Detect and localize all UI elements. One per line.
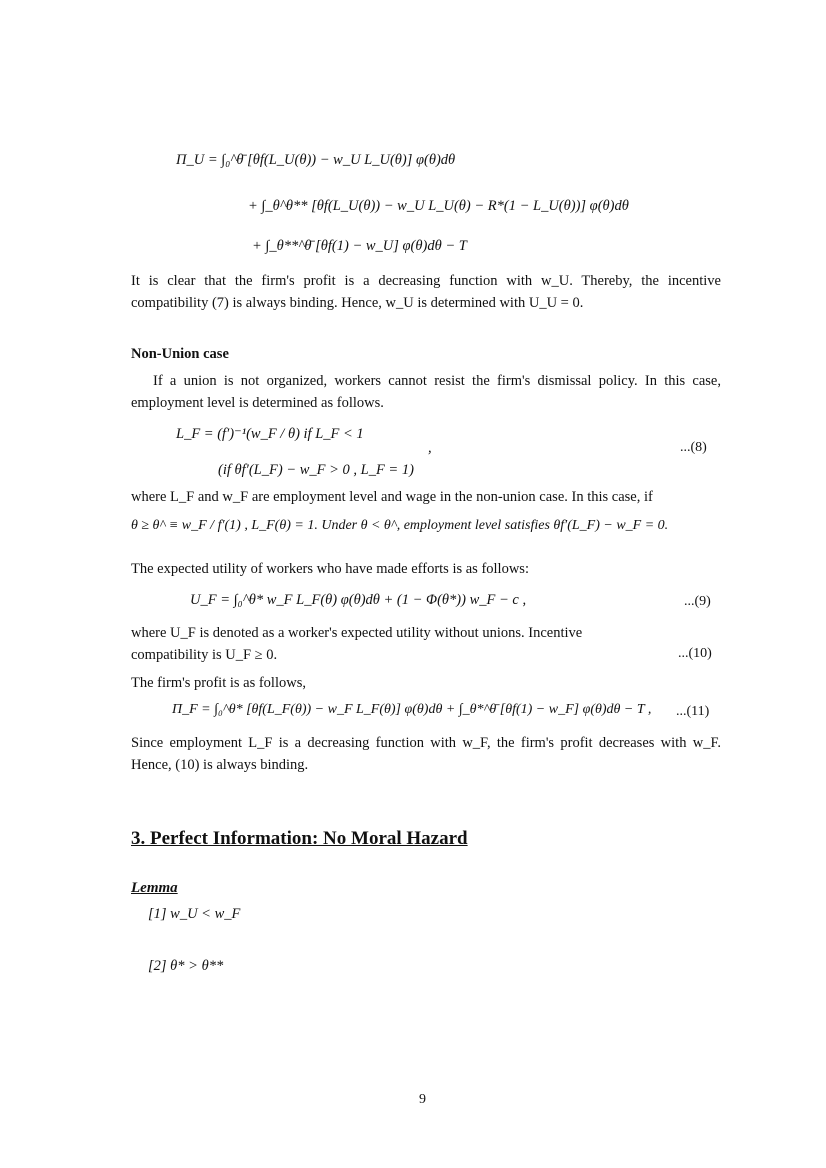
paragraph-text: It is clear that the firm's profit is a decreasing function with w_U. Thereby, the incentive compatibility (7) is always binding. Hence, w_U is determined with U_U = 0.	[131, 273, 721, 311]
equation-pi-union-line1	[176, 152, 455, 169]
equation-text: (if θf′(L_F) − w_F > 0 , L_F = 1)	[218, 462, 414, 478]
lemma-item-2	[148, 958, 223, 975]
equation-text: Π_U = ∫₀^θ̄ [θf(L_U(θ)) − w_U L_U(θ)] φ(θ)dθ	[176, 152, 456, 168]
lemma-title-text: Lemma	[131, 880, 178, 896]
section-title	[131, 828, 468, 850]
equation-number-text: ...(8)	[680, 440, 707, 455]
paragraph-firm-profit-intro	[131, 672, 306, 694]
equation-lf-line1	[176, 426, 364, 443]
lemma-item-text: [1] w_U < w_F	[148, 906, 241, 922]
paragraph-text: If a union is not organized, workers cannot resist the firm's dismissal policy. In this case, employment level is determined as follows.	[131, 373, 721, 411]
paragraph-text: The expected utility of workers who have made efforts is as follows:	[131, 561, 529, 577]
equation-pi-union-line3	[252, 238, 467, 255]
paragraph-uf-definition	[131, 622, 721, 644]
paragraph-text: Since employment L_F is a decreasing function with w_F, the firm's profit decreases with w_F. Hence, (10) is always binding.	[131, 735, 721, 773]
equation-pi-union-line2	[248, 198, 629, 215]
equation-lf-comma	[428, 440, 432, 457]
paragraph-lf-wf-definition	[131, 486, 721, 508]
equation-text: U_F = ∫₀^θ* w_F L_F(θ) φ(θ)dθ + (1 − Φ(θ*)) w_F − c ,	[190, 592, 527, 608]
paragraph-non-union-intro	[131, 370, 721, 414]
paragraph-text: The firm's profit is as follows,	[131, 675, 306, 691]
equation-text: L_F = (f′)⁻¹(w_F / θ) if L_F < 1	[176, 426, 364, 442]
paragraph-binding-conclusion	[131, 732, 721, 776]
equation-number-10	[678, 646, 712, 662]
section-title-text: 3. Perfect Information: No Moral Hazard	[131, 828, 468, 849]
heading-text: Non-Union case	[131, 346, 229, 362]
equation-text: + ∫_θ^θ** [θf(L_U(θ)) − w_U L_U(θ) − R*(1 − L_U(θ))] φ(θ)dθ	[248, 198, 629, 214]
equation-text: + ∫_θ**^θ̄ [θf(1) − w_U] φ(θ)dθ − T	[252, 238, 467, 254]
paragraph-text: where L_F and w_F are employment level and wage in the non-union case. In this case, if	[131, 489, 653, 505]
paragraph-incentive-compatibility	[131, 644, 277, 666]
subsection-heading-non-union	[131, 346, 229, 363]
equation-lf-line2	[218, 462, 414, 479]
paragraph-text: compatibility is U_F ≥ 0.	[131, 647, 278, 663]
equation-number-11	[676, 704, 709, 720]
lemma-item-1	[148, 906, 240, 923]
paragraph-wu-binding	[131, 270, 721, 314]
equation-text: ,	[428, 440, 432, 456]
equation-number-text: ...(10)	[678, 646, 712, 661]
page-number-text: 9	[419, 1092, 426, 1107]
equation-pi-f	[172, 702, 651, 718]
equation-number-8	[680, 440, 707, 456]
equation-number-9	[684, 594, 711, 610]
lemma-item-text: [2] θ* > θ**	[148, 958, 224, 974]
lemma-title	[131, 880, 178, 897]
page-number	[419, 1092, 426, 1108]
equation-theta-condition	[131, 518, 668, 534]
paragraph-text: where U_F is denoted as a worker's expected utility without unions. Incentive	[131, 625, 583, 641]
equation-number-text: ...(11)	[676, 704, 710, 719]
equation-text: θ ≥ θ^ ≡ w_F / f′(1) , L_F(θ) = 1. Under θ < θ^, employment level satisfies θf′(L_F) − w_F = 0.	[131, 518, 669, 533]
equation-text: Π_F = ∫₀^θ* [θf(L_F(θ)) − w_F L_F(θ)] φ(θ)dθ + ∫_θ*^θ̄ [θf(1) − w_F] φ(θ)dθ − T ,	[172, 702, 652, 717]
equation-number-text: ...(9)	[684, 594, 711, 609]
paragraph-expected-utility-intro	[131, 558, 721, 580]
equation-uf	[190, 592, 526, 609]
